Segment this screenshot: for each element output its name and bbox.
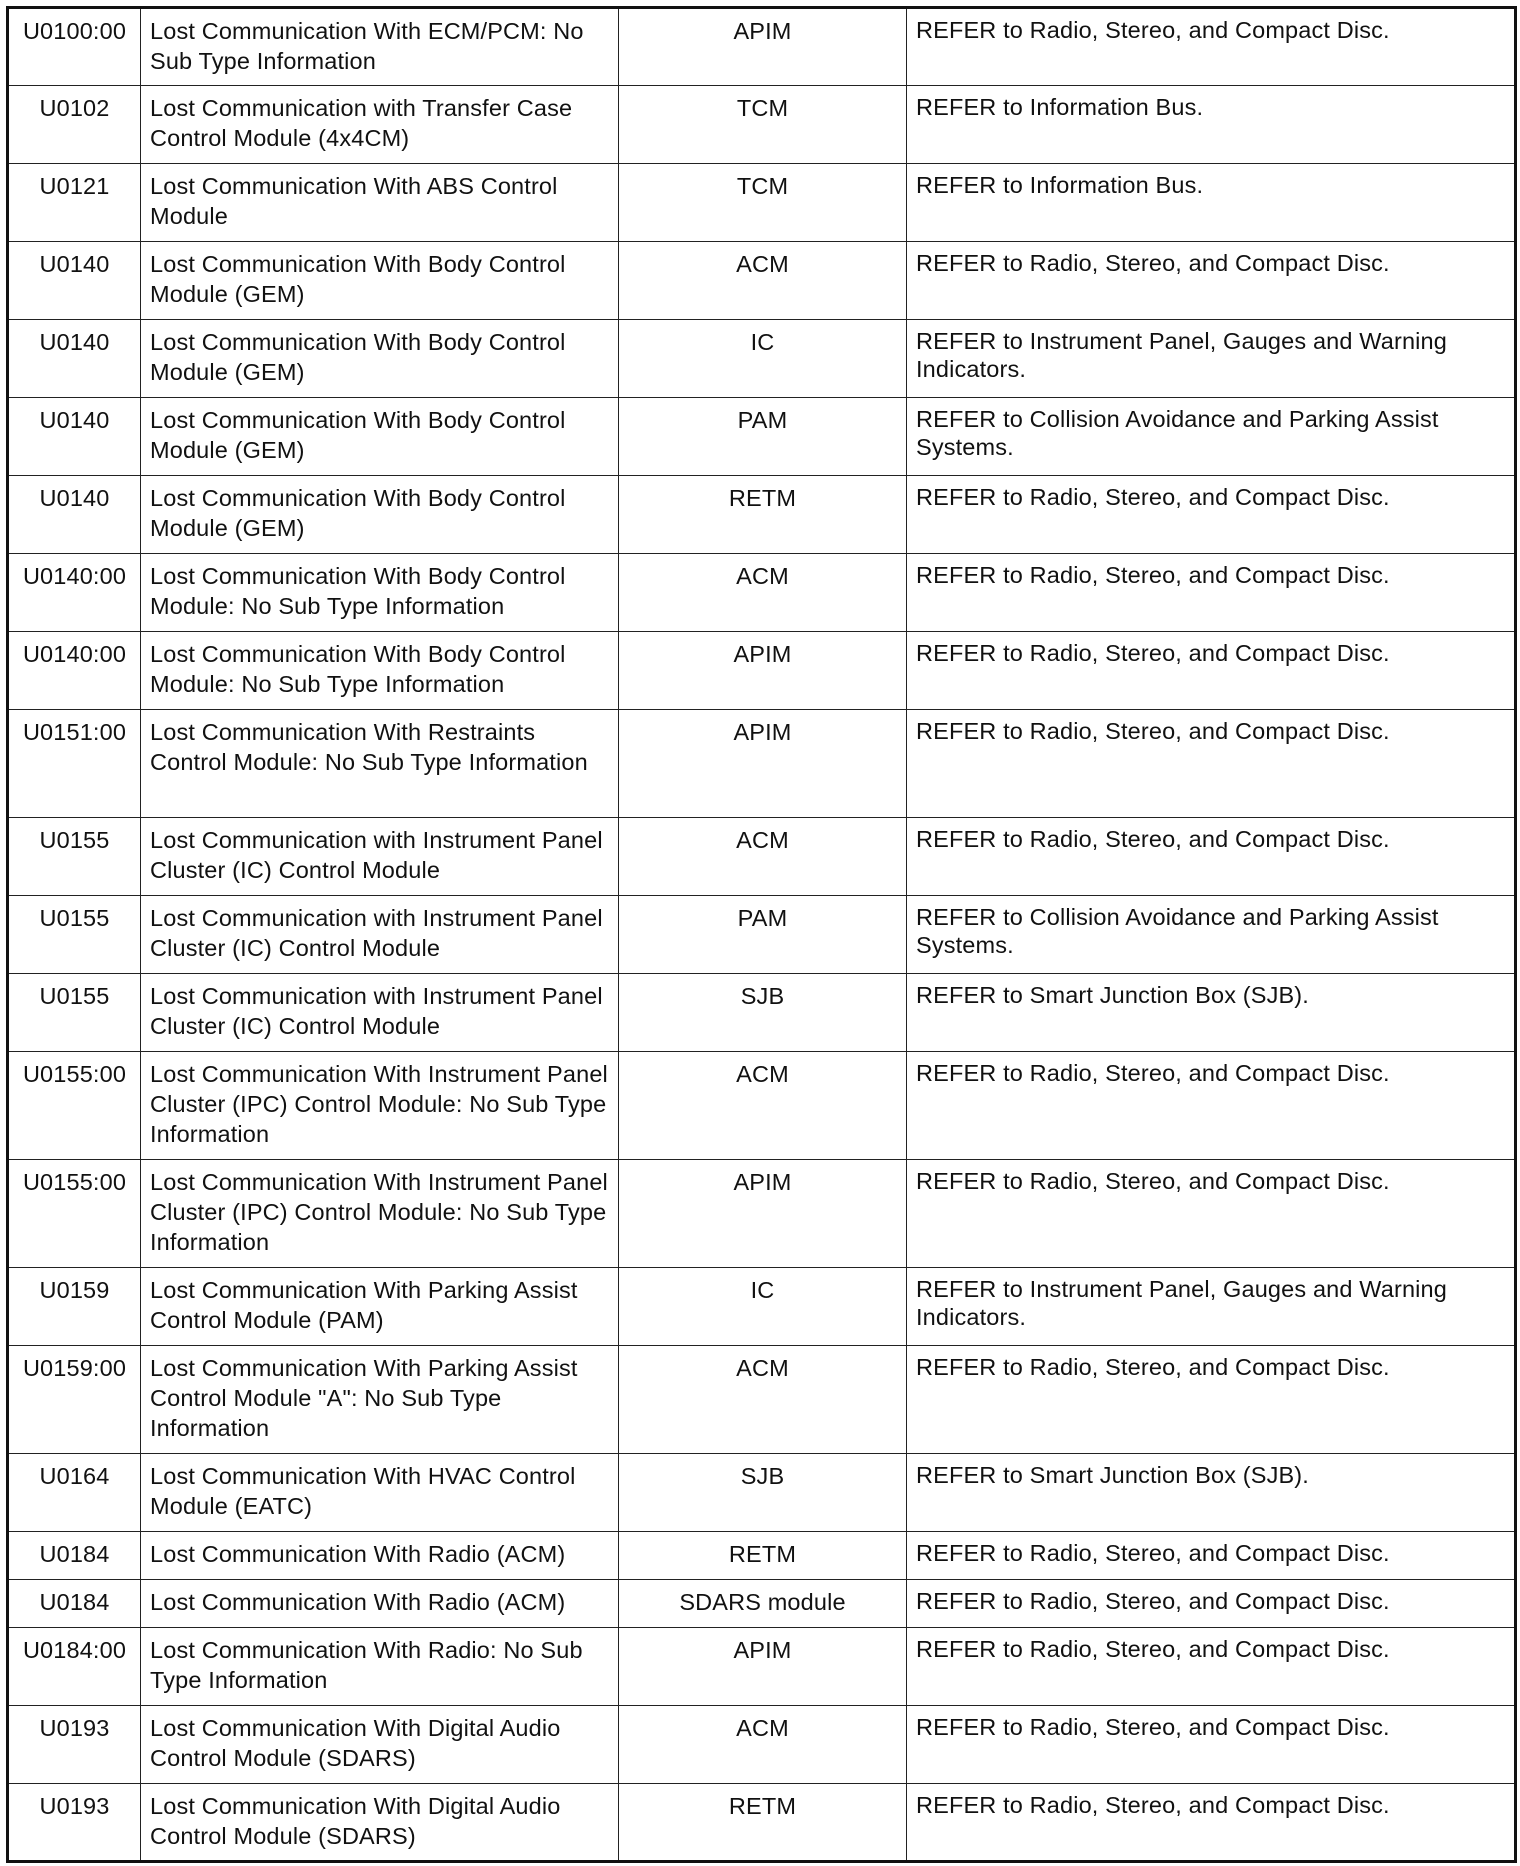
table-row (8, 818, 1516, 896)
module-cell: ACM (619, 818, 907, 896)
description-cell: Lost Communication with Instrument Panel Cluster (IC) Control Module (141, 896, 619, 974)
table-row (8, 1454, 1516, 1532)
dtc-code-cell: U0140:00 (8, 554, 141, 632)
action-cell: REFER to Radio, Stereo, and Compact Disc. (907, 710, 1516, 818)
module-cell: PAM (619, 896, 907, 974)
dtc-code-cell: U0100:00 (8, 8, 141, 86)
dtc-code-cell: U0159 (8, 1268, 141, 1346)
module-cell: TCM (619, 164, 907, 242)
description-cell: Lost Communication With Body Control Module (GEM) (141, 476, 619, 554)
description-cell: Lost Communication With Body Control Module: No Sub Type Information (141, 554, 619, 632)
description-cell: Lost Communication with Transfer Case Control Module (4x4CM) (141, 86, 619, 164)
description-cell: Lost Communication With Parking Assist Control Module (PAM) (141, 1268, 619, 1346)
action-cell: REFER to Instrument Panel, Gauges and Warning Indicators. (907, 320, 1516, 398)
description-cell: Lost Communication With Restraints Control Module: No Sub Type Information (141, 710, 619, 818)
action-cell: REFER to Collision Avoidance and Parking Assist Systems. (907, 896, 1516, 974)
dtc-code-cell: U0151:00 (8, 710, 141, 818)
action-cell: REFER to Radio, Stereo, and Compact Disc. (907, 818, 1516, 896)
table-row (8, 710, 1516, 818)
dtc-code-cell: U0155:00 (8, 1052, 141, 1160)
action-cell: REFER to Instrument Panel, Gauges and Warning Indicators. (907, 1268, 1516, 1346)
module-cell: ACM (619, 1052, 907, 1160)
module-cell: RETM (619, 1784, 907, 1862)
dtc-code-cell: U0140:00 (8, 632, 141, 710)
description-cell: Lost Communication with Instrument Panel Cluster (IC) Control Module (141, 974, 619, 1052)
table-row (8, 1784, 1516, 1862)
table-row (8, 242, 1516, 320)
table-row (8, 1706, 1516, 1784)
description-cell: Lost Communication With Body Control Module: No Sub Type Information (141, 632, 619, 710)
module-cell: SJB (619, 974, 907, 1052)
dtc-code-cell: U0159:00 (8, 1346, 141, 1454)
action-cell: REFER to Radio, Stereo, and Compact Disc. (907, 8, 1516, 86)
table-row (8, 476, 1516, 554)
description-cell: Lost Communication With Instrument Panel Cluster (IPC) Control Module: No Sub Type Information (141, 1052, 619, 1160)
module-cell: APIM (619, 1628, 907, 1706)
dtc-code-cell: U0140 (8, 320, 141, 398)
description-cell: Lost Communication With Radio (ACM) (141, 1580, 619, 1628)
dtc-code-cell: U0184 (8, 1532, 141, 1580)
dtc-code-cell: U0155 (8, 974, 141, 1052)
table-row (8, 974, 1516, 1052)
module-cell: IC (619, 1268, 907, 1346)
action-cell: REFER to Radio, Stereo, and Compact Disc. (907, 1052, 1516, 1160)
module-cell: ACM (619, 1706, 907, 1784)
table-row (8, 1052, 1516, 1160)
dtc-table (6, 6, 1517, 1863)
dtc-code-cell: U0155:00 (8, 1160, 141, 1268)
action-cell: REFER to Radio, Stereo, and Compact Disc. (907, 1628, 1516, 1706)
table-row (8, 1628, 1516, 1706)
action-cell: REFER to Information Bus. (907, 164, 1516, 242)
description-cell: Lost Communication With Digital Audio Control Module (SDARS) (141, 1706, 619, 1784)
dtc-code-cell: U0164 (8, 1454, 141, 1532)
table-row (8, 8, 1516, 86)
action-cell: REFER to Radio, Stereo, and Compact Disc. (907, 1160, 1516, 1268)
table-row (8, 1346, 1516, 1454)
dtc-code-cell: U0140 (8, 242, 141, 320)
module-cell: APIM (619, 710, 907, 818)
action-cell: REFER to Information Bus. (907, 86, 1516, 164)
table-row (8, 1532, 1516, 1580)
action-cell: REFER to Radio, Stereo, and Compact Disc. (907, 1784, 1516, 1862)
dtc-code-cell: U0184:00 (8, 1628, 141, 1706)
module-cell: RETM (619, 1532, 907, 1580)
description-cell: Lost Communication With Radio: No Sub Type Information (141, 1628, 619, 1706)
table-row (8, 554, 1516, 632)
action-cell: REFER to Smart Junction Box (SJB). (907, 1454, 1516, 1532)
module-cell: APIM (619, 632, 907, 710)
dtc-code-cell: U0193 (8, 1706, 141, 1784)
dtc-code-cell: U0193 (8, 1784, 141, 1862)
description-cell: Lost Communication With Instrument Panel Cluster (IPC) Control Module: No Sub Type Information (141, 1160, 619, 1268)
description-cell: Lost Communication With Body Control Module (GEM) (141, 242, 619, 320)
action-cell: REFER to Radio, Stereo, and Compact Disc. (907, 1706, 1516, 1784)
dtc-code-cell: U0155 (8, 818, 141, 896)
description-cell: Lost Communication With HVAC Control Module (EATC) (141, 1454, 619, 1532)
module-cell: IC (619, 320, 907, 398)
action-cell: REFER to Radio, Stereo, and Compact Disc. (907, 1346, 1516, 1454)
dtc-code-cell: U0121 (8, 164, 141, 242)
dtc-code-cell: U0140 (8, 476, 141, 554)
table-row (8, 86, 1516, 164)
module-cell: SJB (619, 1454, 907, 1532)
description-cell: Lost Communication With Body Control Module (GEM) (141, 398, 619, 476)
table-row (8, 896, 1516, 974)
module-cell: SDARS module (619, 1580, 907, 1628)
table-row (8, 164, 1516, 242)
table-row (8, 320, 1516, 398)
dtc-code-cell: U0184 (8, 1580, 141, 1628)
table-row (8, 1268, 1516, 1346)
dtc-code-cell: U0155 (8, 896, 141, 974)
module-cell: APIM (619, 8, 907, 86)
module-cell: APIM (619, 1160, 907, 1268)
description-cell: Lost Communication With Radio (ACM) (141, 1532, 619, 1580)
module-cell: ACM (619, 242, 907, 320)
action-cell: REFER to Radio, Stereo, and Compact Disc. (907, 242, 1516, 320)
module-cell: TCM (619, 86, 907, 164)
dtc-code-cell: U0140 (8, 398, 141, 476)
action-cell: REFER to Radio, Stereo, and Compact Disc. (907, 554, 1516, 632)
table-row (8, 398, 1516, 476)
table-row (8, 1580, 1516, 1628)
description-cell: Lost Communication With Parking Assist Control Module "A": No Sub Type Information (141, 1346, 619, 1454)
module-cell: ACM (619, 554, 907, 632)
module-cell: RETM (619, 476, 907, 554)
action-cell: REFER to Radio, Stereo, and Compact Disc. (907, 1532, 1516, 1580)
dtc-table-body (8, 8, 1516, 1862)
module-cell: ACM (619, 1346, 907, 1454)
description-cell: Lost Communication With Body Control Module (GEM) (141, 320, 619, 398)
description-cell: Lost Communication With ABS Control Module (141, 164, 619, 242)
table-row (8, 1160, 1516, 1268)
description-cell: Lost Communication With Digital Audio Control Module (SDARS) (141, 1784, 619, 1862)
action-cell: REFER to Radio, Stereo, and Compact Disc. (907, 476, 1516, 554)
module-cell: PAM (619, 398, 907, 476)
action-cell: REFER to Radio, Stereo, and Compact Disc. (907, 632, 1516, 710)
action-cell: REFER to Smart Junction Box (SJB). (907, 974, 1516, 1052)
description-cell: Lost Communication With ECM/PCM: No Sub Type Information (141, 8, 619, 86)
dtc-code-cell: U0102 (8, 86, 141, 164)
action-cell: REFER to Collision Avoidance and Parking Assist Systems. (907, 398, 1516, 476)
description-cell: Lost Communication with Instrument Panel Cluster (IC) Control Module (141, 818, 619, 896)
table-row (8, 632, 1516, 710)
action-cell: REFER to Radio, Stereo, and Compact Disc. (907, 1580, 1516, 1628)
